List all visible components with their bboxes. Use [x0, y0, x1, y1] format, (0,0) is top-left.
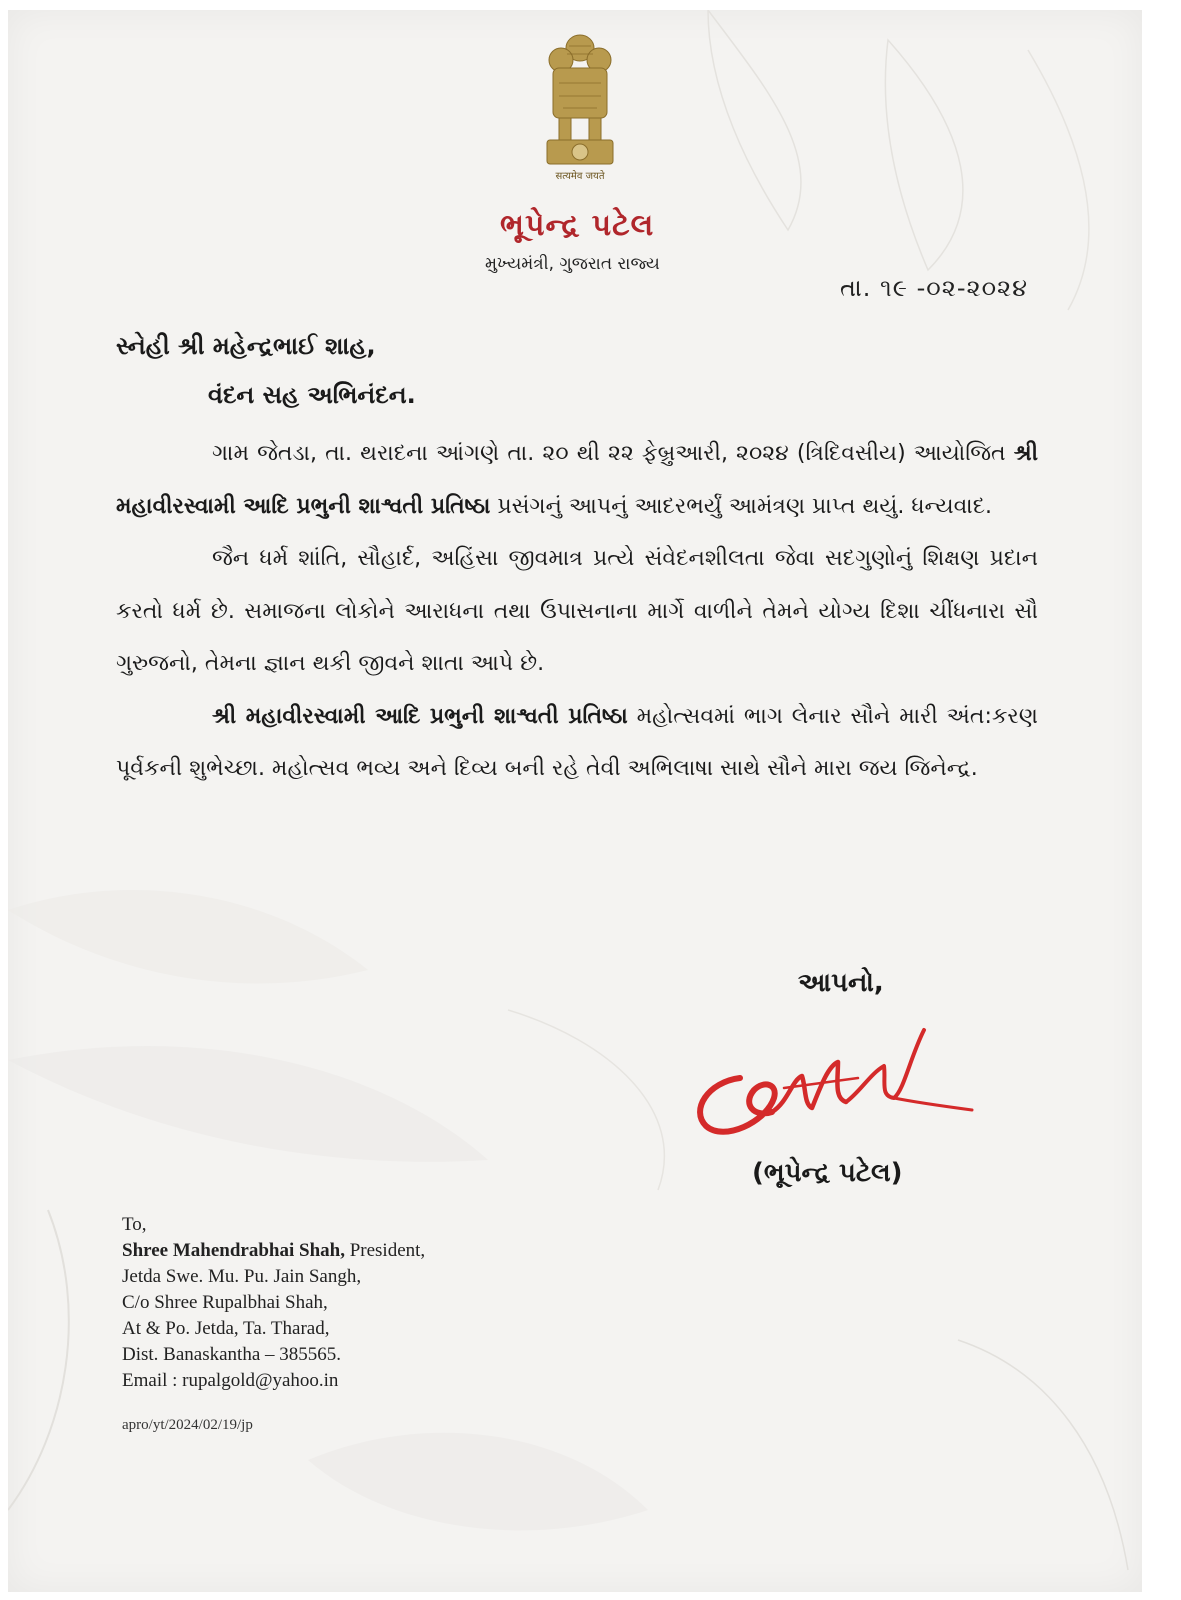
- recipient-name: Shree Mahendrabhai Shah,: [122, 1240, 345, 1261]
- signer-name: (ભૂપેન્દ્ર પટેલ): [752, 1158, 903, 1188]
- body-paragraph-3-highlight: શ્રી મહાવીરસ્વામી આદિ પ્રભુની શાશ્વતી પ્રતિષ્ઠા: [212, 703, 628, 729]
- address-line-2: Jetda Swe. Mu. Pu. Jain Sangh,: [122, 1266, 362, 1287]
- emblem-motto: सत्यमेव जयते: [555, 171, 605, 182]
- address-recipient-line: [122, 1238, 425, 1264]
- address-line-3: C/o Shree Rupalbhai Shah,: [122, 1292, 328, 1313]
- body-paragraph-2: જૈન ધર્મ શાંતિ, સૌહાર્દ, અહિંસા જીવમાત્ર પ્રત્યે સંવેદનશીલતા જેવા સદગુણોનું શિક્ષણ પ્રદાન કરતો ધર્મ છે. સમાજના લોકોને આરાધના તથા ઉપાસનાના માર્ગે વાળીને તેમને યોગ્ય દિશા ચીંધનારા સૌ ગુરુજનો, તેમના જ્ઞાન થકી જીવને શાતા આપે છે.: [116, 546, 1038, 676]
- address-email: Email : rupalgold@yahoo.in: [122, 1370, 339, 1391]
- letter-date: તા. ૧૯ -૦૨-૨૦૨૪: [839, 274, 1028, 302]
- letterhead-name: ભૂપેન્દ્ર પટેલ: [500, 208, 655, 243]
- address-to: To,: [122, 1214, 147, 1235]
- letter-sheet: [8, 10, 1142, 1592]
- reference-number: apro/yt/2024/02/19/jp: [122, 1417, 253, 1433]
- body-paragraph-3: [116, 691, 1038, 796]
- closing: આપનો,: [798, 968, 884, 998]
- letter-body: [116, 428, 1038, 796]
- signature-icon: [688, 1018, 978, 1148]
- body-paragraph-1-highlight: શ્રી મહાવીરસ્વામી આદિ પ્રભુની શાશ્વતી પ્રતિષ્ઠા: [116, 441, 1038, 519]
- body-paragraph-3-text: મહોત્સવમાં ભાગ લેનાર સૌને મારી અંત:કરણ પૂર્વકની શુભેચ્છા. મહોત્સવ ભવ્ય અને દિવ્ય બની રહે તેવી અભિલાષા સાથે સૌને મારા જય જિનેન્દ્ર.: [116, 703, 1038, 781]
- recipient-title: President,: [344, 1240, 426, 1261]
- greeting: વંદન સહ અભિનંદન.: [208, 381, 416, 409]
- recipient-address: [122, 1212, 425, 1394]
- national-emblem-icon: [539, 28, 621, 188]
- salutation: સ્નેહી શ્રી મહેન્દ્રભાઈ શાહ,: [116, 332, 376, 360]
- letterhead-designation: મુખ્યમંત્રી, ગુજરાત રાજ્ય: [485, 254, 660, 274]
- body-paragraph-1: [116, 428, 1038, 533]
- body-paragraph-1-text-a: ગામ જેતડા, તા. થરાદના આંગણે તા. ૨૦ થી ૨૨ ફેબ્રુઆરી, ૨૦૨૪ (ત્રિદિવસીય) આયોજિત: [212, 441, 1014, 466]
- address-line-4: At & Po. Jetda, Ta. Tharad,: [122, 1318, 330, 1339]
- body-paragraph-1-text-b: પ્રસંગનું આપનું આદરભર્યું આમંત્રણ પ્રાપ્ત થયું. ધન્યવાદ.: [490, 493, 992, 519]
- address-line-5: Dist. Banaskantha – 385565.: [122, 1344, 342, 1365]
